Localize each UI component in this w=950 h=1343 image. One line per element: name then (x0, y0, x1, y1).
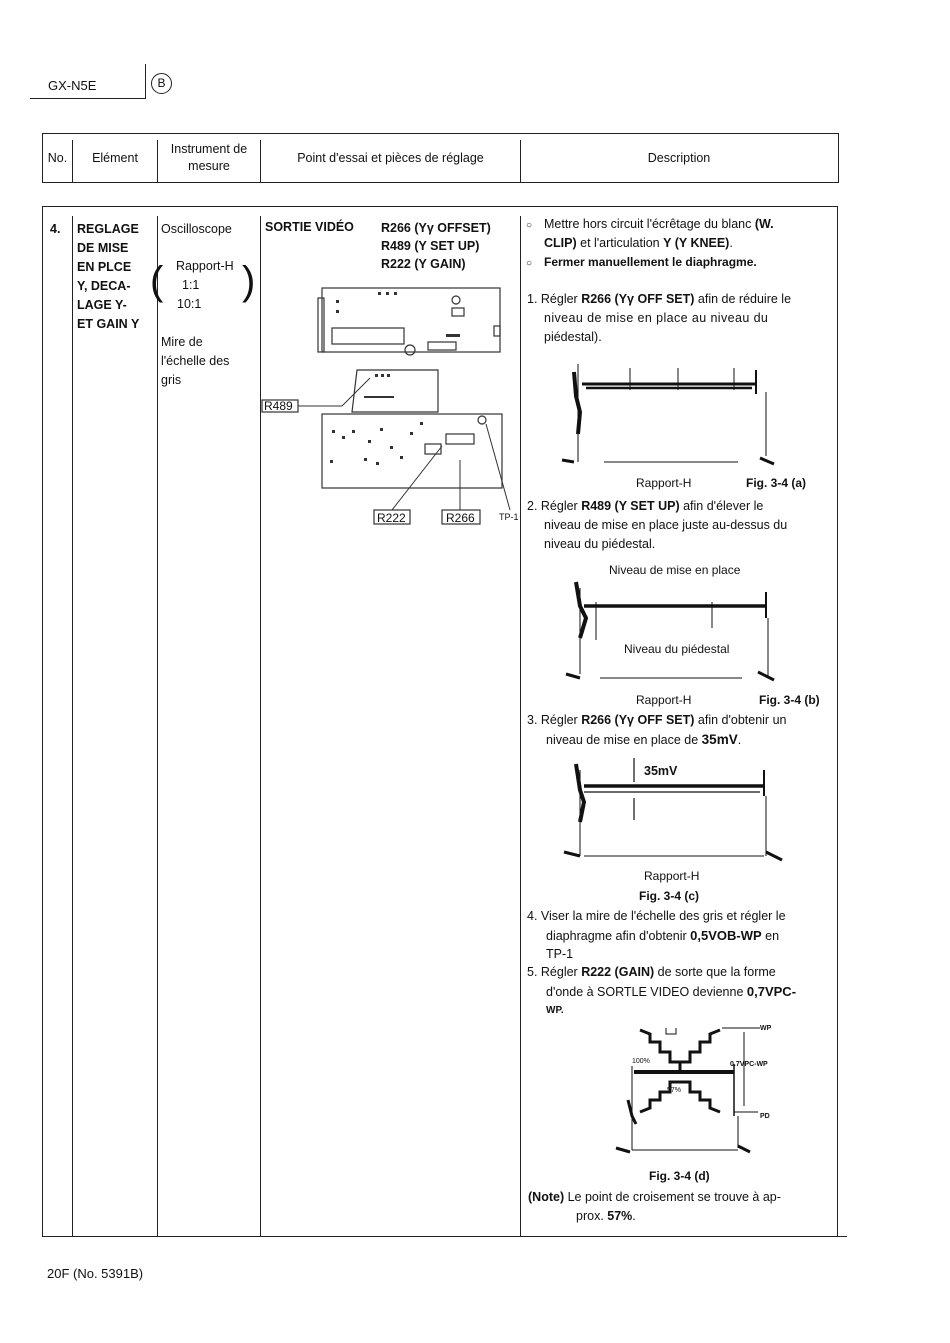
body-right-border (837, 206, 838, 1236)
header-test-point: Point d'essai et pièces de réglage (297, 150, 484, 165)
fig-d-57: 57% (667, 1087, 682, 1094)
output-label: SORTIE VIDÉO (265, 220, 354, 234)
element-line: Y, DECA- (77, 279, 131, 293)
col-divider (520, 216, 521, 1236)
waveform-fig-b (560, 578, 790, 688)
col-divider (157, 216, 158, 1236)
fig-b-caption: Fig. 3-4 (b) (759, 693, 820, 707)
header-no: No. (47, 150, 68, 165)
step2-line1: 2. Régler R489 (Y SET UP) afin d'élever le (527, 499, 764, 513)
element-line: DE MISE (77, 241, 129, 255)
waveform-fig-d (610, 1020, 790, 1160)
step4-line3: TP-1 (546, 947, 574, 961)
element-line: REGLAGE (77, 222, 139, 236)
step3-line1: 3. Régler R266 (Yγ OFF SET) afin d'obtenir un (527, 713, 787, 727)
body-bottom-border (42, 1236, 847, 1237)
instrument-scope: Oscilloscope (161, 222, 232, 236)
part-r489: R489 (Y SET UP) (381, 239, 480, 253)
fig-c-caption: Fig. 3-4 (c) (639, 889, 700, 903)
note-line2: prox. 57%. (576, 1209, 636, 1223)
step4-line2: diaphragme afin d'obtenir 0,5VOB-WP en (546, 928, 780, 943)
step1-line2: niveau de mise en place au niveau du (544, 311, 769, 325)
header-element: Elément (92, 150, 138, 165)
fig-a-ratio: Rapport-H (636, 476, 692, 490)
note-line1: (Note) Le point de croisement se trouve à ap- (528, 1190, 781, 1204)
fig-d-100: 100% (632, 1058, 650, 1065)
step3-line2: niveau de mise en place de 35mV. (546, 732, 742, 747)
step1-line1: 1. Régler R266 (Yγ OFF SET) afin de réduire le (527, 292, 792, 306)
element-line: ET GAIN Y (77, 317, 140, 331)
label-r266: R266 (446, 511, 475, 525)
model-label: GX-N5E (48, 78, 97, 93)
bullet2: Fermer manuellement le diaphragme. (544, 255, 757, 269)
fig-b-ratio: Rapport-H (636, 693, 692, 707)
header-description: Description (647, 150, 711, 165)
header-divider (145, 64, 146, 99)
label-r222: R222 (377, 511, 406, 525)
fig-d-vpc: 0.7VPC-WP (730, 1061, 768, 1068)
fig-c-ratio: Rapport-H (644, 869, 700, 883)
fig-d-wp: WP (760, 1025, 772, 1032)
fig-d-pd: PD (760, 1113, 770, 1120)
fig-b-top-label: Niveau de mise en place (609, 563, 741, 577)
part-r222: R222 (Y GAIN) (381, 257, 466, 271)
header-underline (30, 98, 145, 99)
bullet1-line2: CLIP) et l'articulation Y (Y KNEE). (544, 236, 733, 250)
element-line: EN PLCE (77, 260, 132, 274)
page-footer: 20F (No. 5391B) (47, 1266, 144, 1281)
instrument-pattern: gris (161, 373, 182, 387)
element-line: LAGE Y- (77, 298, 127, 312)
region-badge: B (151, 73, 172, 94)
part-r266: R266 (Yγ OFFSET) (381, 221, 491, 235)
instrument-ratio-1: 1:1 (182, 278, 200, 292)
step1-line3: piédestal). (544, 330, 602, 344)
step4-line1: 4. Viser la mire de l'échelle des gris et régler le (527, 909, 786, 923)
paren-right: ) (242, 259, 256, 303)
step2-line2: niveau de mise en place juste au-dessus du (544, 518, 788, 532)
step5-line3: WP. (546, 1005, 564, 1016)
fig-c-35mv: 35mV (644, 764, 678, 778)
fig-a-caption: Fig. 3-4 (a) (746, 476, 807, 490)
bullet-icon: ○ (526, 258, 533, 269)
fig-d-caption: Fig. 3-4 (d) (649, 1169, 710, 1183)
paren-left: ( (150, 259, 164, 303)
instrument-pattern: Mire de (161, 335, 203, 349)
instrument-ratio-2: 10:1 (177, 297, 202, 311)
fig-b-mid-label: Niveau du piédestal (624, 642, 730, 656)
row-number: 4. (50, 222, 61, 236)
pcb-diagram (260, 280, 520, 530)
label-tp1: TP-1 (499, 512, 519, 522)
label-r489: R489 (264, 399, 293, 413)
bullet-icon: ○ (526, 220, 533, 231)
step2-line3: niveau du piédestal. (544, 537, 656, 551)
waveform-fig-a (560, 362, 790, 472)
instrument-pattern: l'échelle des (161, 354, 230, 368)
step5-line1: 5. Régler R222 (GAIN) de sorte que la forme (527, 965, 776, 979)
instrument-ratio-label: Rapport-H (176, 259, 234, 273)
bullet1-line1: Mettre hors circuit l'écrêtage du blanc (W. (544, 217, 774, 231)
col-divider (72, 216, 73, 1236)
header-instrument: Instrument de mesure (170, 142, 248, 173)
step5-line2: d'onde à SORTLE VIDEO devienne 0,7VPC- (546, 984, 797, 999)
